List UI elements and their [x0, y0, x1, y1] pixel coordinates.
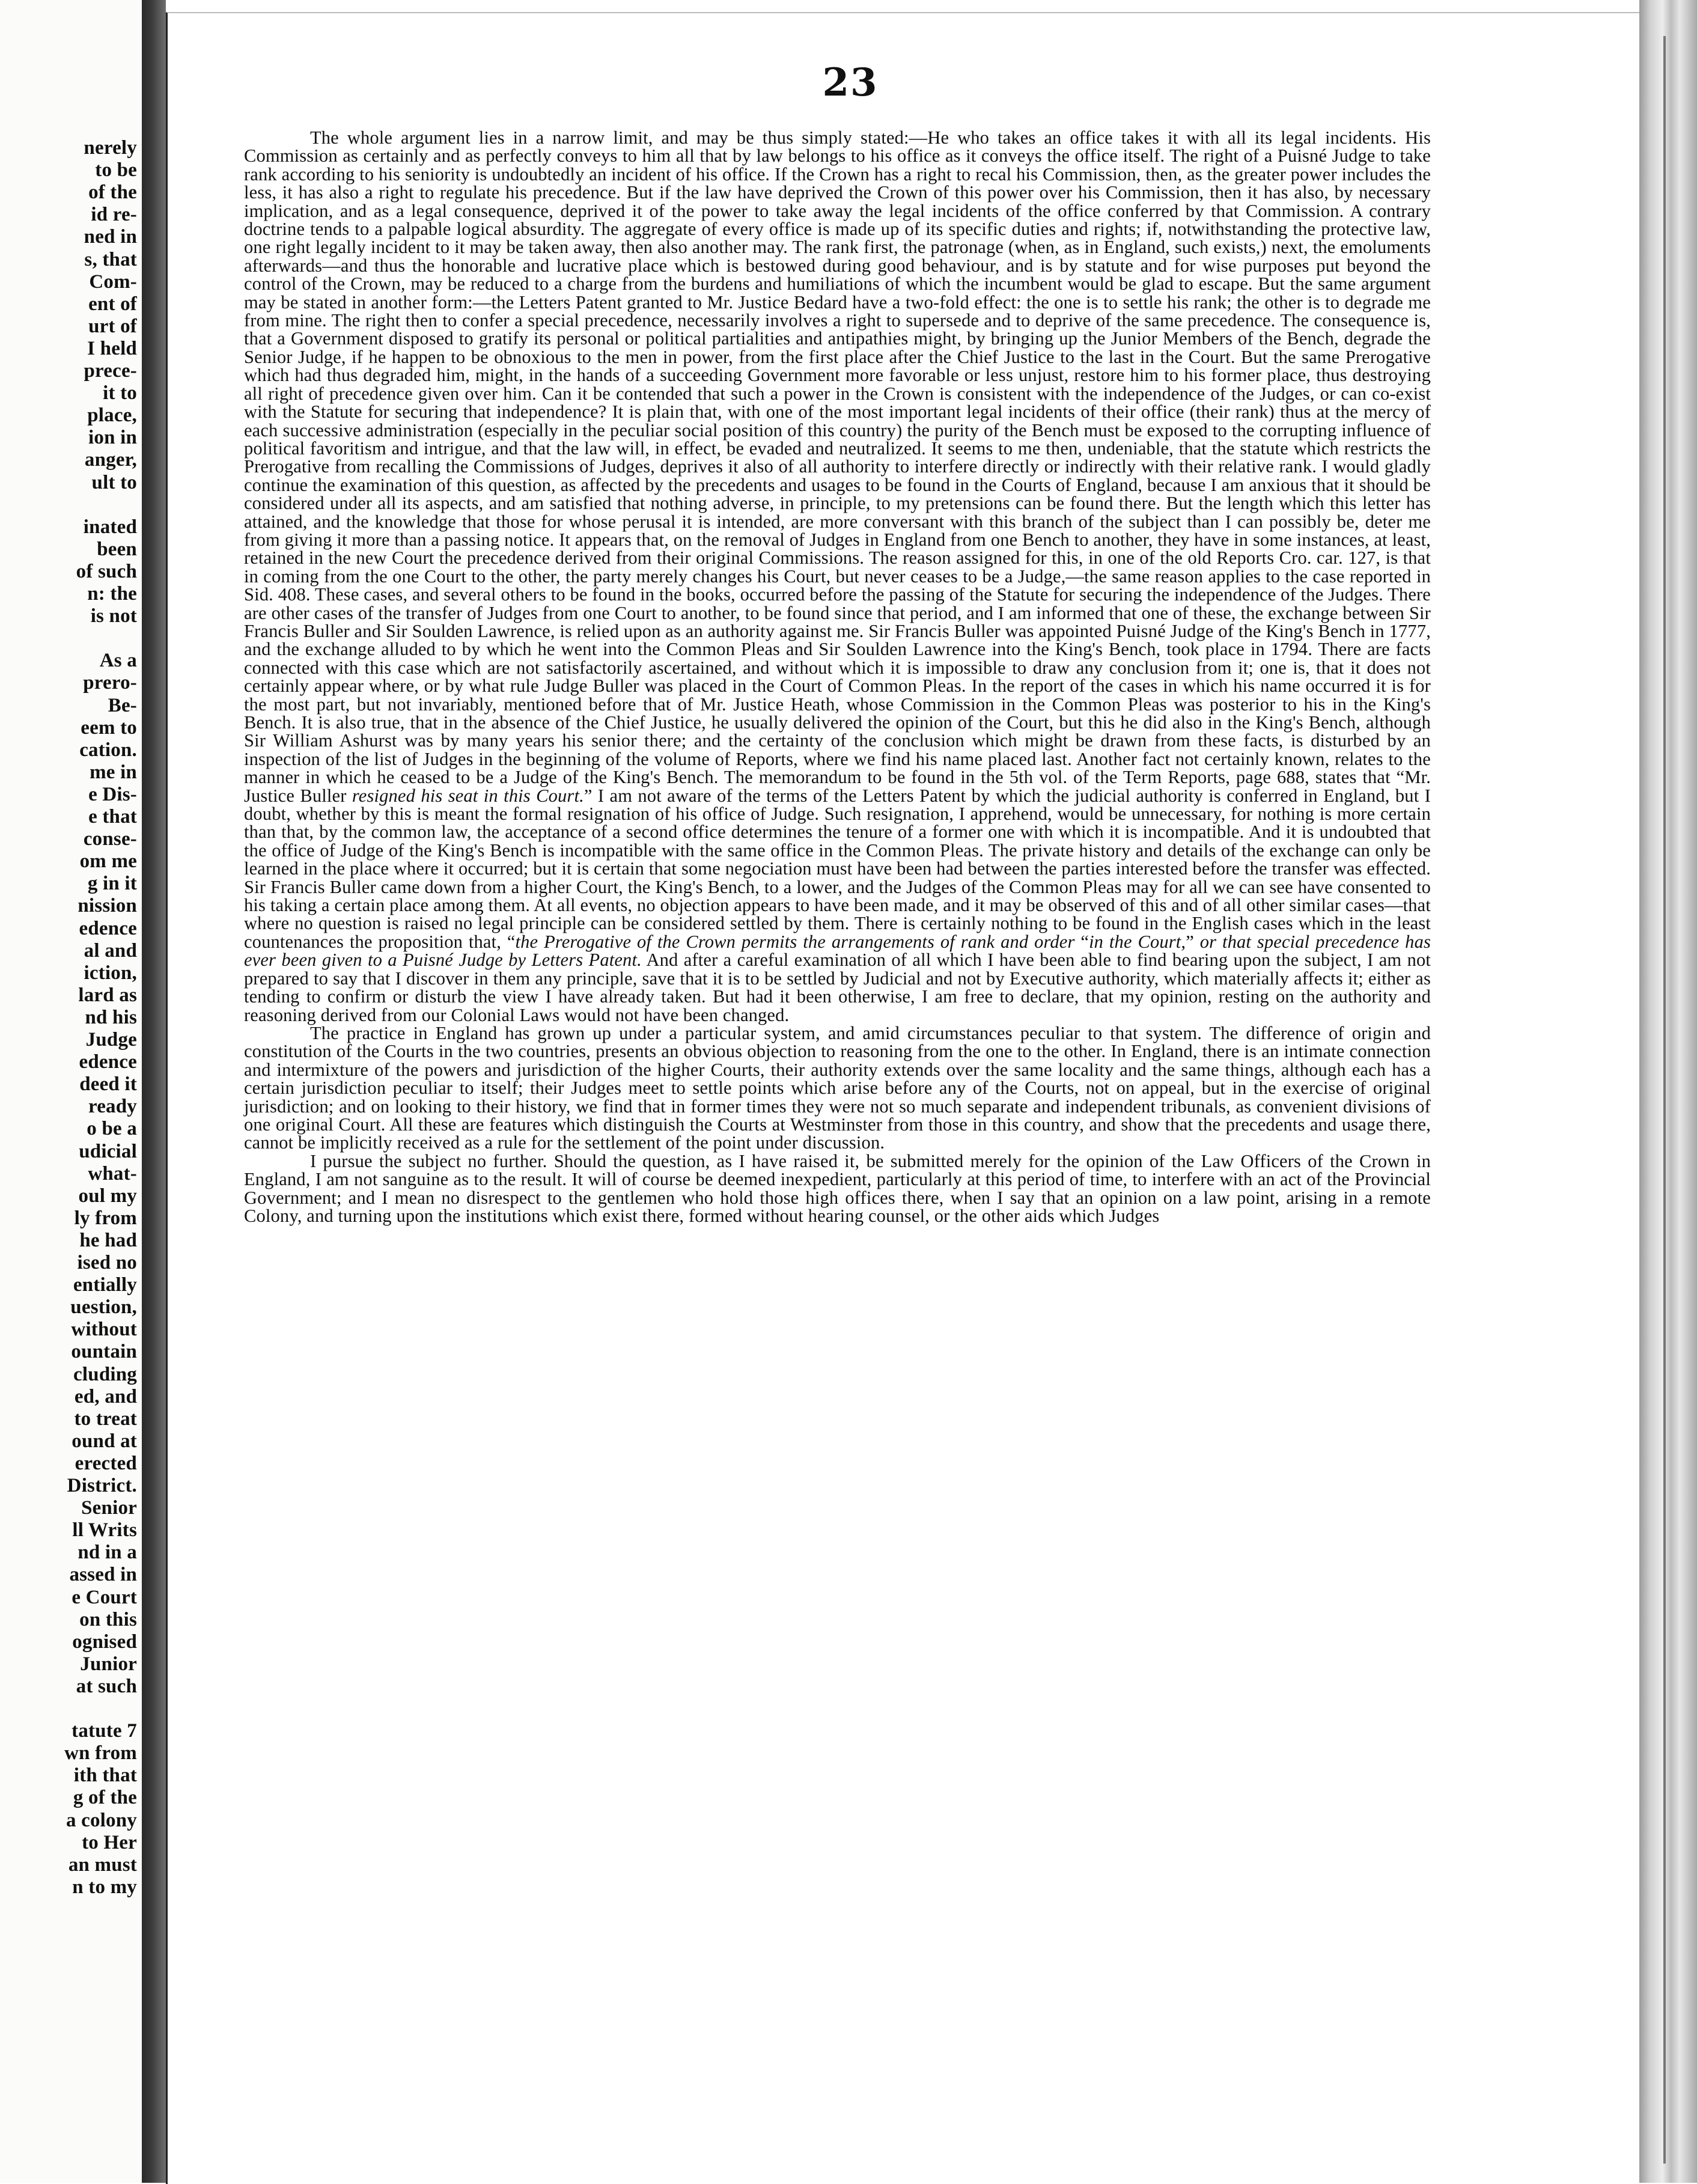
left-page-line: n to my [72, 1876, 137, 1898]
left-page-line: place, [87, 404, 137, 427]
left-page-line: it to [103, 382, 137, 404]
body-paragraph [244, 1024, 1431, 1152]
left-page-line: edence [79, 917, 137, 939]
left-page-line: what- [88, 1162, 137, 1185]
paragraph-text: And after a careful examination of all which I have been able to find bearing upon the subject, I am not prepared to say that I discover in them any principle, save that it is to be settled by Judicial and not by Executive authority, which materially affects it; either as tending to confirm or disturb the view I have already taken. But had it been otherwise, I am free to declare, that my opinion, resting on the authority and reasoning derived from our Colonial Laws would not have been changed. [244, 950, 1431, 1025]
left-page-line: As a [99, 650, 137, 672]
paragraph-text: The whole argument lies in a narrow limit, and may be thus simply stated:—He who takes an office takes it with all its legal incidents. His Commission as certainly and as perfectly conveys to him all that by law belongs to his office as it conveys the office itself. The right of a Puisné Judge to take rank according to his seniority is undoubtedly an incident of his office. If the Crown has a right to recal his Commission, then, as the greater power includes the less, it has also a right to regulate his precedence. But if the law have deprived the Crown of this power over his Commission, then it has also, by necessary implication, and as a legal consequence, deprived it of the power to take away the legal incidents of the office conferred by that Commission. A contrary doctrine tends to a palpable logical absurdity. The aggregate of every office is made up of its specific duties and rights; if, notwithstanding the protective law, one right legally incident to it may be taken away, then also another may. The rank first, the patronage (when, as in England, such exists,) next, the emoluments afterwards—and thus the honorable and lucrative place which is bestowed during good behaviour, and is by statute and for wise purposes put beyond the control of the Crown, may be reduced to a charge from the burdens and humiliations of which the incumbent would be glad to escape. But the same argument may be stated in another form:—the Letters Patent granted to Mr. Justice Bedard have a two-fold effect: the one is to settle his rank; the other is to degrade me from mine. The right then to confer a special precedence, necessarily involves a right to supersede and to deprive of the same precedence. The consequence is, that a Government disposed to gratify its personal or political partialities and antipathies might, by bringing up the Junior Members of the Bench, degrade the Senior Judge, if he happen to be obnoxious to the men in power, from the first place after the Chief Justice to the last in the Court. But the same Prerogative which had thus degraded him, might, in the hands of a succeeding Government more favorable or less unjust, restore him to his former place, thus destroying all right of precedence given over him. Can it be contended that such a power in the Crown is consistent with the independence of the Judges, or can co-exist with the Statute for securing that independence? It is plain that, with one of the most important legal incidents of their office (their rank) thus at the mercy of each successive administration (especially in the peculiar social position of this country) the purity of the Bench must be exposed to the corrupting influence of political favoritism and intrigue, and that the law will, in effect, be evaded and neutralized. It seems to me then, undeniable, that the statute which restricts the Prerogative from recalling the Commissions of Judges, deprives it also of all authority to interfere directly or indirectly with their relative rank. I would gladly continue the examination of this question, as affected by the precedents and usages to be found in the Courts of England, because I am anxious that it should be considered under all its aspects, and am satisfied that nothing adverse, in principle, to my pretensions can be found there. But the length which this letter has attained, and the knowledge that those for whose perusal it is intended, are more conversant with this branch of the subject than I can possibly be, deter me from giving it more than a passing notice. It appears that, on the removal of Judges in England from one Bench to another, they have in some instances, at least, retained in the new Court the precedence derived from their original Commissions. The reason assigned for this, in one of the old Reports Cro. car. 127, is that in coming from the one Court to the other, the party merely changes his Court, but never ceases to be a Judge,—the same reason applies to the case reported in Sid. 408. These cases, and several others to be found in the books, occurred before the passing of the Statute for securing the independence of the Judges. There are other cases of the transfer of Judges from one Court to another, to be found since that period, and I am informed that one of these, the exchange between Sir Francis Buller and Sir Soulden Lawrence, is relied upon as an authority against me. Sir Francis Buller was appointed Puisné Judge of the King's Bench in 1777, and the exchange alluded to by which he went into the Common Pleas and Sir Soulden Lawrence into the King's Bench, took place in 1794. There are facts connected with this case which are not satisfactorily ascertained, and without which it is impossible to draw any conclusion from it; one is, that it does not certainly appear where, or by what rule Judge Buller was placed in the Court of Common Pleas. In the report of the cases in which his name occurred it is for the most part, but not invariably, mentioned before that of Mr. Justice Heath, whose Commission in the Common Pleas was posterior to his in the King's Bench. It is also true, that in the absence of the Chief Justice, he usually delivered the opinion of the Court, but this he did also in the King's Bench, although Sir William Ashurst was by many years his senior there; and the certainty of the conclusion which might be drawn from these facts, is disturbed by an inspection of the list of Judges in the beginning of the volume of Reports, where we find his name placed last. Another fact not certainly known, relates to the manner in which he ceased to be a Judge of the King's Bench. The memorandum to be found in the 5th vol. of the Term Reports, page 688, states that “Mr. Justice Buller [244, 127, 1431, 806]
left-page-line: ion in [88, 427, 137, 449]
left-page-line: udicial [79, 1140, 137, 1162]
left-page-line: conse- [83, 828, 137, 850]
left-page-line: to treat [74, 1408, 137, 1430]
paragraph-text: I pursue the subject no further. Should the question, as I have raised it, be submitted merely for the opinion of the Law Officers of the Crown in England, I am not sanguine as to the result. It will of course be deemed inexpedient, particularly at this period of time, to interfere with an act of the Provincial Government; and I mean no disrespect to the gentlemen who hold those high offices there, when I say that an opinion on a law point, arising in a remote Colony, and turning upon the institutions which exist there, formed without hearing counsel, or the other aids which Judges [244, 1150, 1431, 1226]
left-page-line: District. [67, 1475, 137, 1496]
left-page-line: ed, and [74, 1385, 137, 1408]
left-page-line: erected [75, 1452, 137, 1474]
left-page-line: to Her [82, 1831, 137, 1853]
left-facing-page [0, 0, 142, 2183]
left-page-line: Com- [89, 270, 137, 293]
body-paragraph [244, 129, 1431, 1024]
left-page-line: iction, [84, 962, 137, 984]
left-page-line: ly from [74, 1207, 137, 1229]
left-page-line: deed it [79, 1073, 137, 1096]
left-page-line: ountain [71, 1341, 137, 1363]
left-page-line: prero- [83, 672, 137, 694]
left-page-line: on this [79, 1608, 137, 1630]
left-page-line: wn from [64, 1742, 137, 1765]
left-page-line: id re- [91, 204, 137, 226]
left-page-line: cluding [73, 1363, 137, 1385]
left-page-line: to be [95, 159, 137, 181]
italic-quote: or that special precedence has ever been given to a Puisné Judge by Letters Patent. [244, 931, 1431, 971]
book-gutter [142, 0, 166, 2183]
left-page-line: edence [79, 1051, 137, 1073]
left-page-line: al and [84, 939, 137, 962]
left-page-line: me in [90, 761, 137, 783]
left-page-line: is not [90, 605, 137, 627]
left-page-line: g in it [87, 873, 137, 895]
left-page-line: inated [83, 516, 137, 538]
left-page-line: n: the [87, 583, 137, 605]
left-page-line: been [97, 538, 137, 560]
left-page-line: a colony [66, 1809, 137, 1831]
left-page-line: prece- [84, 360, 137, 382]
page-edge [1639, 0, 1697, 2183]
left-page-line: e Dis- [88, 783, 137, 805]
left-page-line: at such [76, 1675, 137, 1697]
left-page-line: I held [87, 337, 137, 359]
left-page-line: uestion, [70, 1296, 137, 1319]
page-number: 23 [822, 60, 879, 105]
left-page-line: ent of [88, 293, 137, 315]
left-page-line: of such [76, 560, 137, 582]
paragraph-text: “ [1074, 931, 1089, 952]
left-page-line: om me [79, 850, 137, 873]
left-page-line: Senior [81, 1497, 137, 1519]
left-page-line: tatute 7 [72, 1720, 137, 1742]
left-page-line: cation. [79, 739, 137, 761]
left-page-line: nd in a [78, 1542, 137, 1564]
left-page-line: anger, [84, 449, 137, 471]
left-page-line: of the [88, 181, 137, 204]
left-page-line: ognised [72, 1630, 137, 1653]
left-page-line: nission [78, 895, 137, 917]
left-page-line: e that [88, 806, 137, 828]
left-page-line: Judge [85, 1029, 137, 1051]
left-page-line: Be- [108, 694, 137, 716]
left-page-line: ound at [72, 1430, 137, 1452]
left-page-line: ised no [77, 1252, 137, 1273]
body-paragraph [244, 1152, 1431, 1225]
left-page-line: e Court [72, 1586, 137, 1608]
left-page-line: oul my [78, 1185, 137, 1207]
left-page-line: an must [68, 1853, 137, 1876]
italic-quote: resigned his seat in this Court. [352, 785, 584, 806]
left-page-line: ned in [84, 226, 137, 248]
italic-quote: in the Court, [1089, 931, 1186, 952]
page-edge-line [1663, 36, 1666, 2164]
left-page-line: without [71, 1319, 137, 1341]
left-page-line: ll Writs [72, 1519, 137, 1542]
left-page-line: ith that [73, 1765, 137, 1787]
paragraph-text: The practice in England has grown up under a particular system, and amid circumstances peculiar to that system. The difference of origin and constitution of the Courts in the two countries, presents an obvious objection to reasoning from the one to the other. In England, there is an intimate connection and intermixture of the powers and jurisdiction of the higher Courts, their authority extends over the same locality and the same things, although each has a certain jurisdiction peculiar to itself; their Judges meet to settle points which arise before any of the Courts, not on appeal, but in the exercise of original jurisdiction; and on looking to their history, we find that in former times they were not so much separate and independent tribunals, as convenient divisions of one original Court. All these are features which distinguish the Courts at Westminster from those in this country, and show that the precedents and usage there, cannot be implicitly received as a rule for the settlement of the point under discussion. [244, 1022, 1431, 1153]
left-page-line: lard as [78, 984, 137, 1006]
left-page-line: urt of [88, 315, 137, 337]
left-page-line: nerely [84, 137, 137, 159]
left-page-line: eem to [81, 716, 137, 739]
left-page-line: ready [88, 1096, 137, 1118]
left-page-line: g of the [73, 1787, 137, 1809]
left-page-line: entially [73, 1274, 137, 1296]
left-page-line: nd his [85, 1006, 137, 1028]
paragraph-text: ” [1186, 931, 1200, 952]
left-page-line: s, that [84, 248, 137, 270]
left-page-line: Junior [80, 1653, 137, 1675]
body-text [244, 129, 1431, 1225]
paragraph-text: ” I am not aware of the terms of the Letters Patent by which the judicial authority is conferred in England, but I doubt, whether by this is meant the formal resignation of his office of Judge. Such resignation, I apprehend, would be unnecessary, for nothing is more certain than that, by the common law, the acceptance of a second office determines the tenure of a former one with which it is incompatible. And it is undoubted that the office of Judge of the King's Bench is incompatible with the same office in the Common Pleas. The private history and details of the exchange can only be learned in the place where it occurred; but it is certain that some negociation must have been had between the parties interested before the transfer was effected. Sir Francis Buller came down from a higher Court, the King's Bench, to a lower, and the Judges of the Common Pleas may for all we can see have consented to his taking a certain place among them. At all events, no objection appears to have been made, and it may be observed of this and of all other similar cases—that where no question is raised no legal principle can be considered settled by them. There is certainly nothing to be found in the English cases which in the least countenances the proposition that, “ [244, 785, 1431, 952]
left-page-line: he had [79, 1229, 137, 1251]
italic-quote: the Prerogative of the Crown permits the arrangements of rank and order [515, 931, 1075, 952]
left-page-line: assed in [69, 1564, 137, 1586]
left-page-line: o be a [87, 1118, 137, 1140]
left-page-line: ult to [91, 471, 137, 493]
